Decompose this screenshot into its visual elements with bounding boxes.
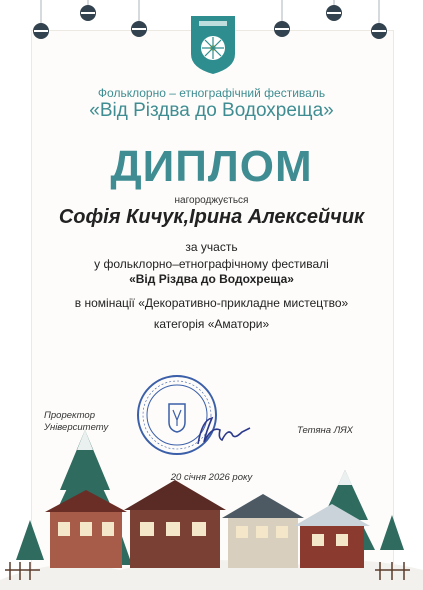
university-emblem [189, 14, 237, 76]
signer-name: Тетяна ЛЯХ [297, 425, 354, 436]
signer-role [44, 410, 108, 434]
festival-title: «Від Різдва до Водохреща» [89, 100, 334, 121]
signature [192, 412, 256, 450]
category-text: категорія «Аматори» [153, 317, 270, 331]
signer-role-line-2: Університету [44, 422, 109, 433]
signer-role-line-1: Проректор [44, 410, 95, 421]
nomination-text: в номінації «Декоративно-прикладне мистецтво» [74, 296, 349, 310]
recipient-names: Софія Кичук,Ірина Алексейчик [58, 206, 365, 228]
awarded-text: нагороджується [174, 195, 249, 206]
issue-date: 20 січня 2026 року [170, 472, 253, 483]
diploma-heading: ДИПЛОМ [110, 142, 313, 191]
participation-text: за участь [185, 240, 238, 254]
festival-line: у фольклорно–етнографічному фестивалі [94, 257, 329, 271]
festival-subtitle: Фольклорно – етнографічний фестиваль [97, 86, 326, 100]
festival-name-bold: «Від Різдва до Водохреща» [129, 272, 294, 286]
